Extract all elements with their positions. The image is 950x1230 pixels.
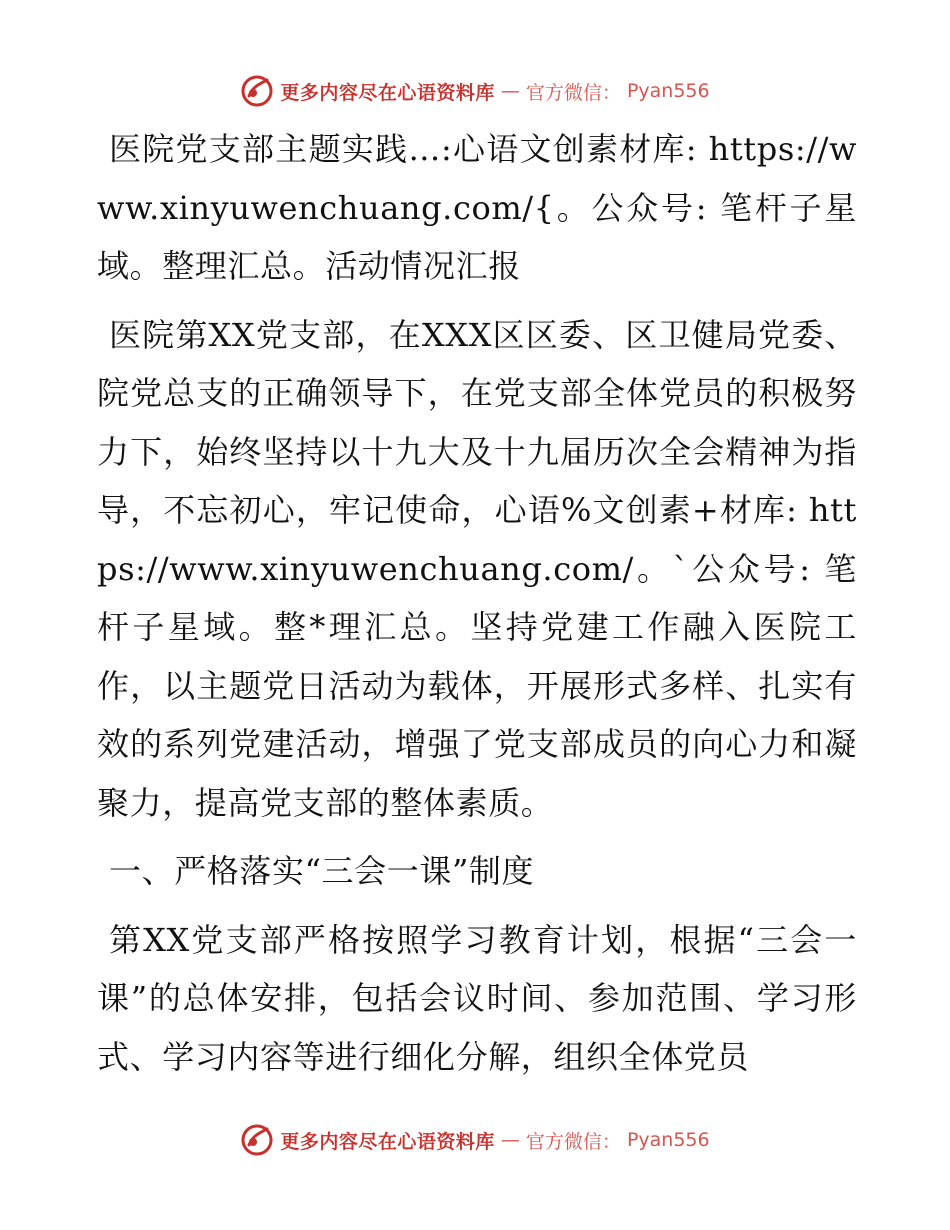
section-heading: 一、严格落实“三会一课”制度 bbox=[109, 852, 535, 890]
banner-wechat-id: Pyan556 bbox=[626, 1129, 710, 1151]
banner-wechat-label: 官方微信： bbox=[525, 1130, 621, 1153]
header-watermark-banner bbox=[0, 71, 950, 111]
footer-watermark-banner bbox=[0, 1120, 950, 1160]
title-paragraph: 医院党支部主题实践…:心语文创素材库: https://www.xinyuwenchuang.com/{。公众号: 笔杆子星域。整理汇总。活动情况汇报 bbox=[97, 130, 857, 285]
intro-paragraph: 医院第XX党支部，在XXX区区委、区卫健局党委、院党总支的正确领导下，在党支部全体党员的积极努力下，始终坚持以十九大及十九届历次全会精神为指导，不忘初心，牢记使命，心语%文创素+材库: https://www.xinyuwenchuang.com/。`公众号: 笔杆子星域。整*理汇总。坚持党建工作融入医院工作，以主题党日活动为载体，开展形式多样、扎实有效的系列党建活动，增强了党支部成员的向心力和凝聚力，提高党支部的整体素质。 bbox=[97, 315, 857, 822]
banner-wechat-id: Pyan556 bbox=[626, 80, 710, 102]
banner-slogan: 更多内容尽在心语资料库 bbox=[280, 81, 495, 104]
banner-slogan: 更多内容尽在心语资料库 bbox=[280, 1130, 495, 1153]
brush-logo-icon bbox=[240, 1123, 274, 1157]
section-paragraph: 第XX党支部严格按照学习教育计划，根据“三会一课”的总体安排，包括会议时间、参加范围、学习形式、学习内容等进行细化分解，组织全体党员 bbox=[97, 920, 857, 1076]
banner-dash: — bbox=[500, 80, 520, 102]
document-body bbox=[97, 120, 857, 1096]
banner-wechat-label: 官方微信： bbox=[525, 81, 621, 104]
banner-dash: — bbox=[500, 1129, 520, 1151]
brush-logo-icon bbox=[240, 74, 274, 108]
